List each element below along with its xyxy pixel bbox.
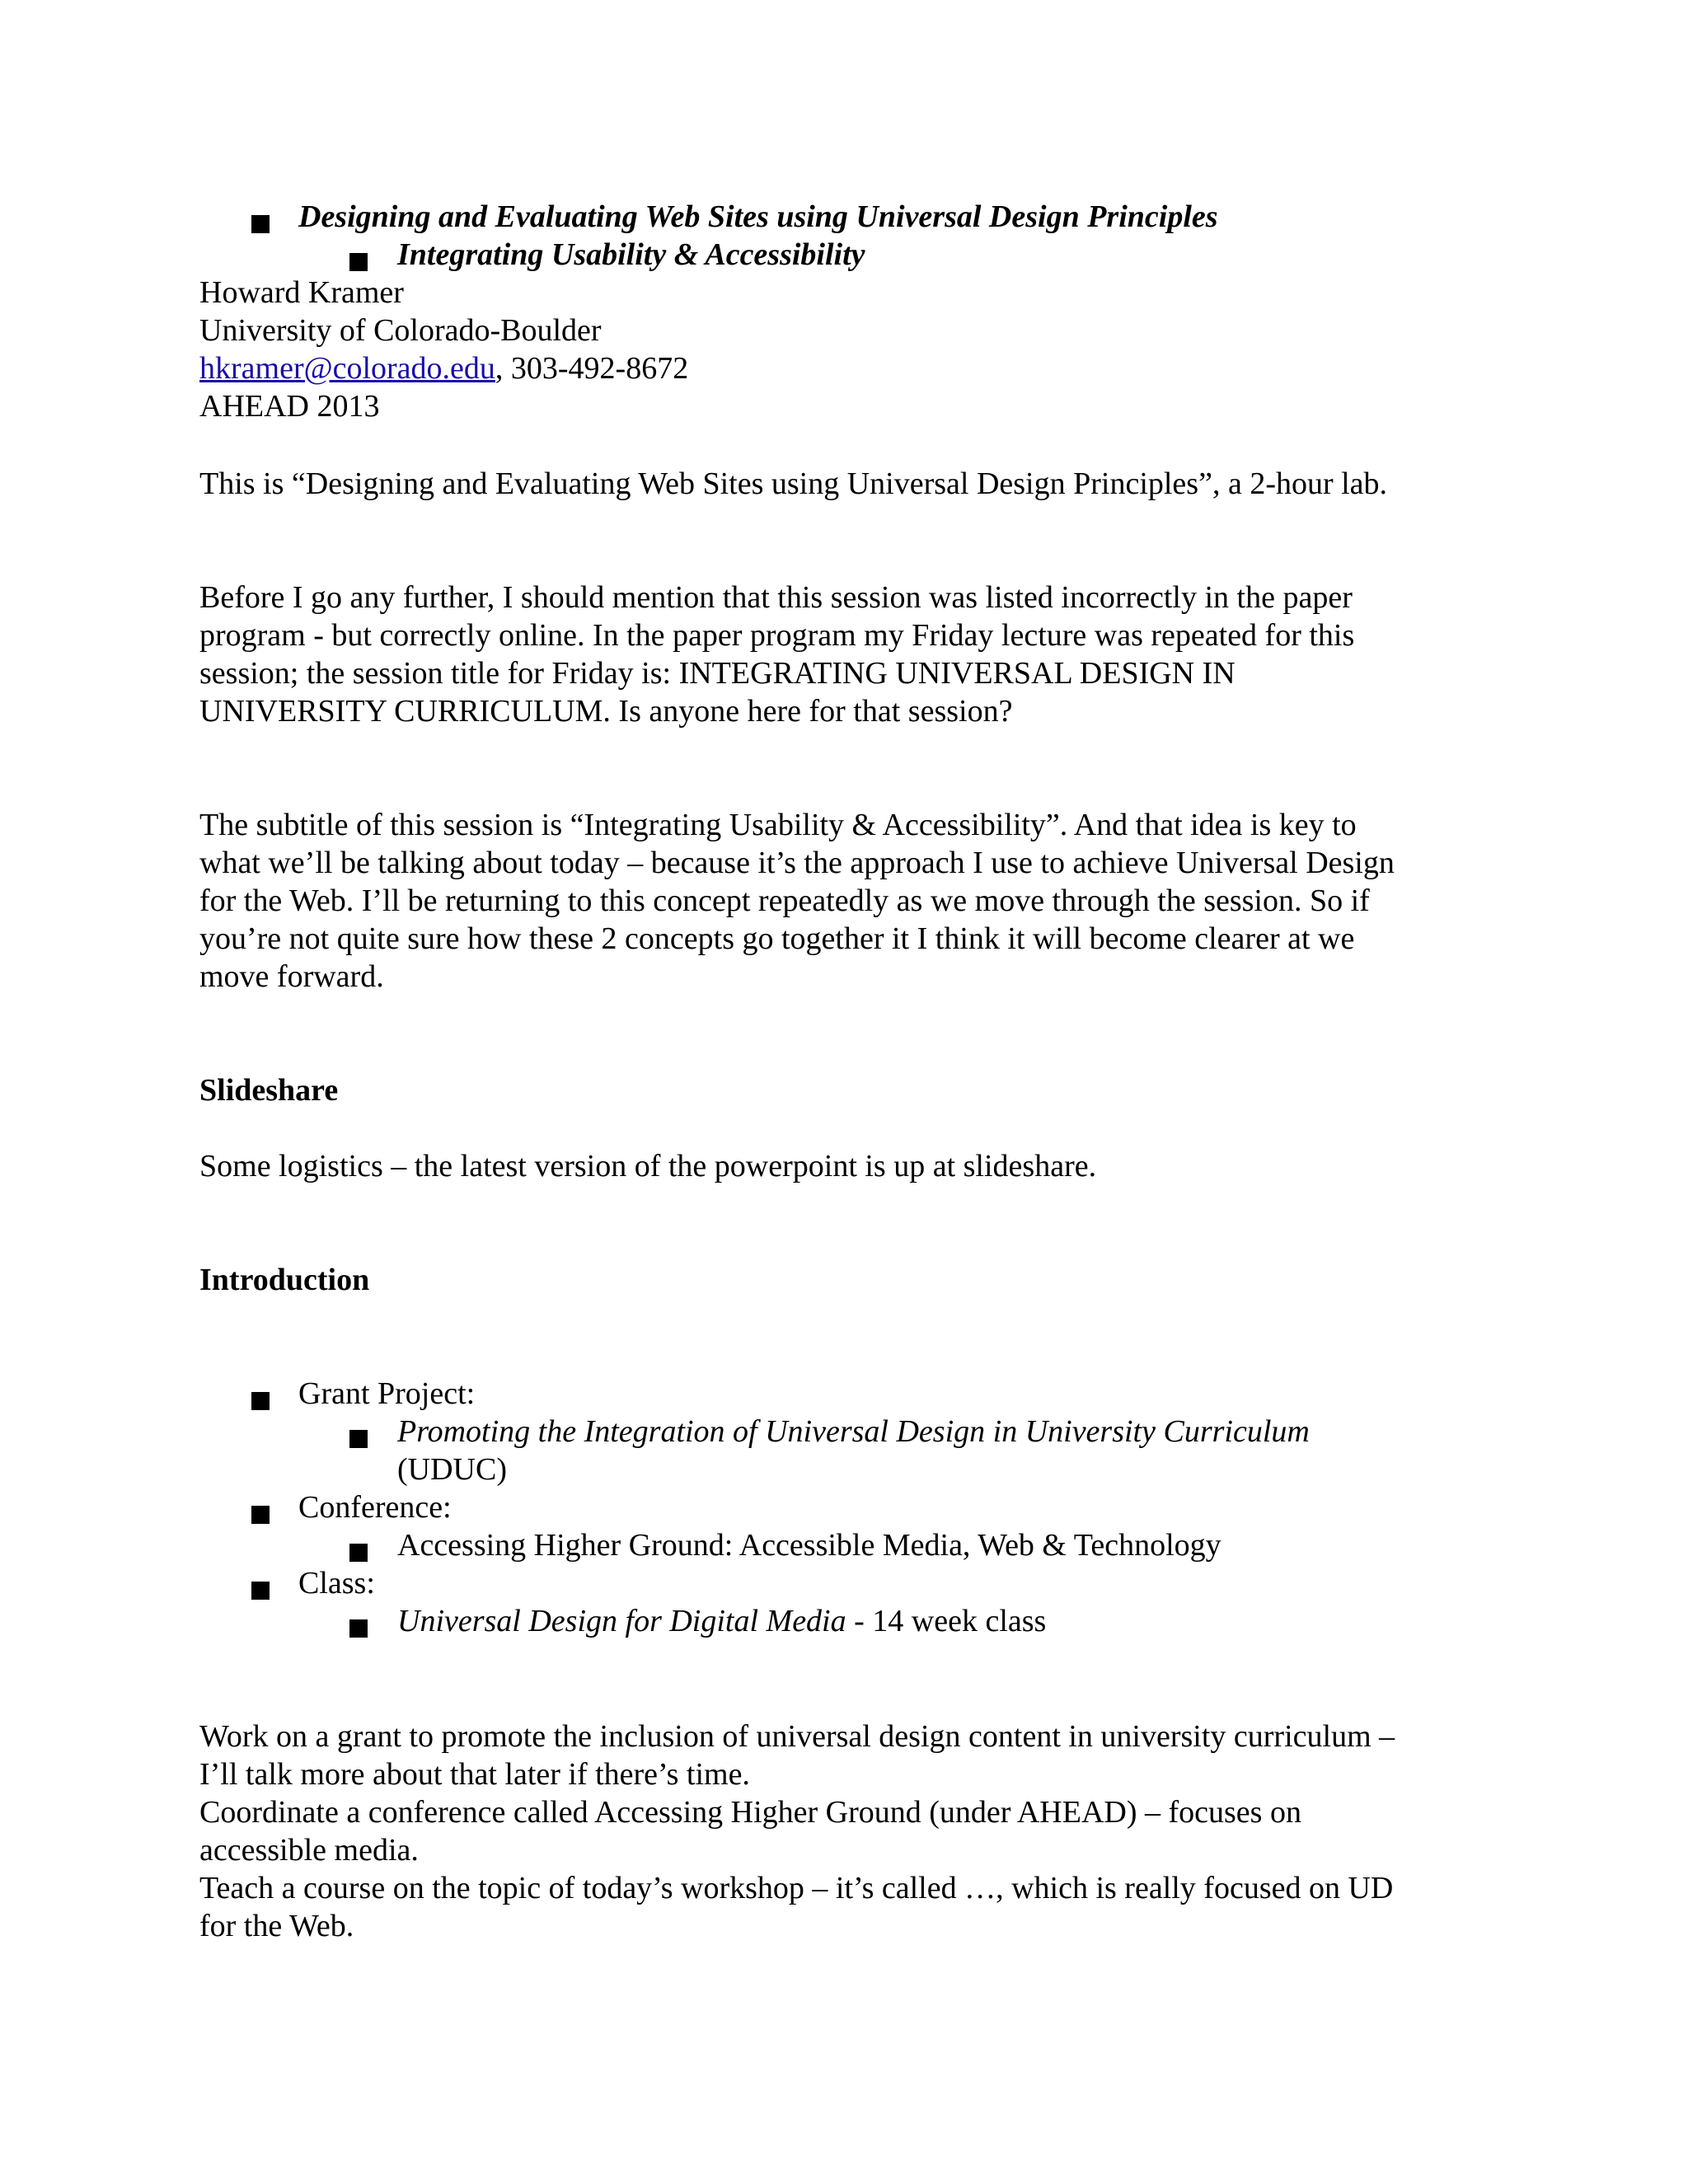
class-duration: - 14 week class bbox=[846, 1604, 1047, 1638]
author-affiliation: University of Colorado-Boulder bbox=[199, 313, 602, 348]
list-subitem-grant-title: Promoting the Integration of Universal Design in University Curriculum bbox=[397, 1414, 1310, 1449]
bullet-icon bbox=[251, 1495, 270, 1533]
bullet-icon bbox=[349, 1609, 368, 1647]
paragraph-line: you’re not quite sure how these 2 concepts go together it I think it will become clearer at we bbox=[199, 921, 1355, 956]
list-item-class: Class: bbox=[298, 1566, 375, 1601]
paragraph-line: Coordinate a conference called Accessing Higher Ground (under AHEAD) – focuses on bbox=[199, 1795, 1301, 1830]
paragraph-line: for the Web. bbox=[199, 1909, 354, 1943]
intro-line: This is “Designing and Evaluating Web Sites using Universal Design Principles”, a 2-hour lab. bbox=[199, 466, 1388, 501]
paragraph-line: for the Web. I’ll be returning to this concept repeatedly as we move through the session. So if bbox=[199, 883, 1370, 918]
list-subitem-conference: Accessing Higher Ground: Accessible Media, Web & Technology bbox=[397, 1528, 1221, 1563]
class-title: Universal Design for Digital Media bbox=[397, 1604, 846, 1638]
phone-number: , 303-492-8672 bbox=[495, 351, 689, 386]
paragraph-line: program - but correctly online. In the paper program my Friday lecture was repeated for this bbox=[199, 618, 1355, 653]
paragraph-line: Before I go any further, I should mention that this session was listed incorrectly in the paper bbox=[199, 580, 1353, 615]
bullet-icon bbox=[251, 204, 270, 242]
document-subtitle: Integrating Usability & Accessibility bbox=[397, 237, 865, 272]
section-heading-introduction: Introduction bbox=[199, 1263, 370, 1297]
paragraph-line: Work on a grant to promote the inclusion of universal design content in university curriculum – bbox=[199, 1719, 1395, 1754]
section-heading-slideshare: Slideshare bbox=[199, 1073, 339, 1108]
slideshare-text: Some logistics – the latest version of the powerpoint is up at slideshare. bbox=[199, 1149, 1097, 1183]
paragraph-line: session; the session title for Friday is: INTEGRATING UNIVERSAL DESIGN IN bbox=[199, 656, 1236, 691]
list-subitem-class bbox=[397, 1602, 1046, 1640]
paragraph-line: accessible media. bbox=[199, 1833, 419, 1868]
bullet-icon bbox=[349, 1419, 368, 1457]
author-name: Howard Kramer bbox=[199, 275, 404, 310]
bullet-icon bbox=[251, 1381, 270, 1419]
bullet-icon bbox=[251, 1571, 270, 1609]
list-subitem-grant-abbr: (UDUC) bbox=[397, 1452, 507, 1487]
paragraph-line: I’ll talk more about that later if there’s time. bbox=[199, 1757, 750, 1792]
paragraph-line: UNIVERSITY CURRICULUM. Is anyone here for that session? bbox=[199, 694, 1013, 729]
paragraph-line: The subtitle of this session is “Integrating Usability & Accessibility”. And that idea is key to bbox=[199, 808, 1357, 842]
document-title: Designing and Evaluating Web Sites using Universal Design Principles bbox=[298, 199, 1218, 234]
list-item-conference: Conference: bbox=[298, 1490, 452, 1525]
paragraph-line: move forward. bbox=[199, 959, 384, 994]
event-name: AHEAD 2013 bbox=[199, 389, 380, 424]
paragraph-line: Teach a course on the topic of today’s workshop – it’s called …, which is really focused on UD bbox=[199, 1871, 1394, 1905]
paragraph-line: what we’ll be talking about today – because it’s the approach I use to achieve Universal Design bbox=[199, 846, 1395, 880]
list-item-grant: Grant Project: bbox=[298, 1376, 476, 1411]
contact-line bbox=[199, 349, 688, 387]
email-link[interactable]: hkramer@colorado.edu bbox=[199, 351, 495, 386]
